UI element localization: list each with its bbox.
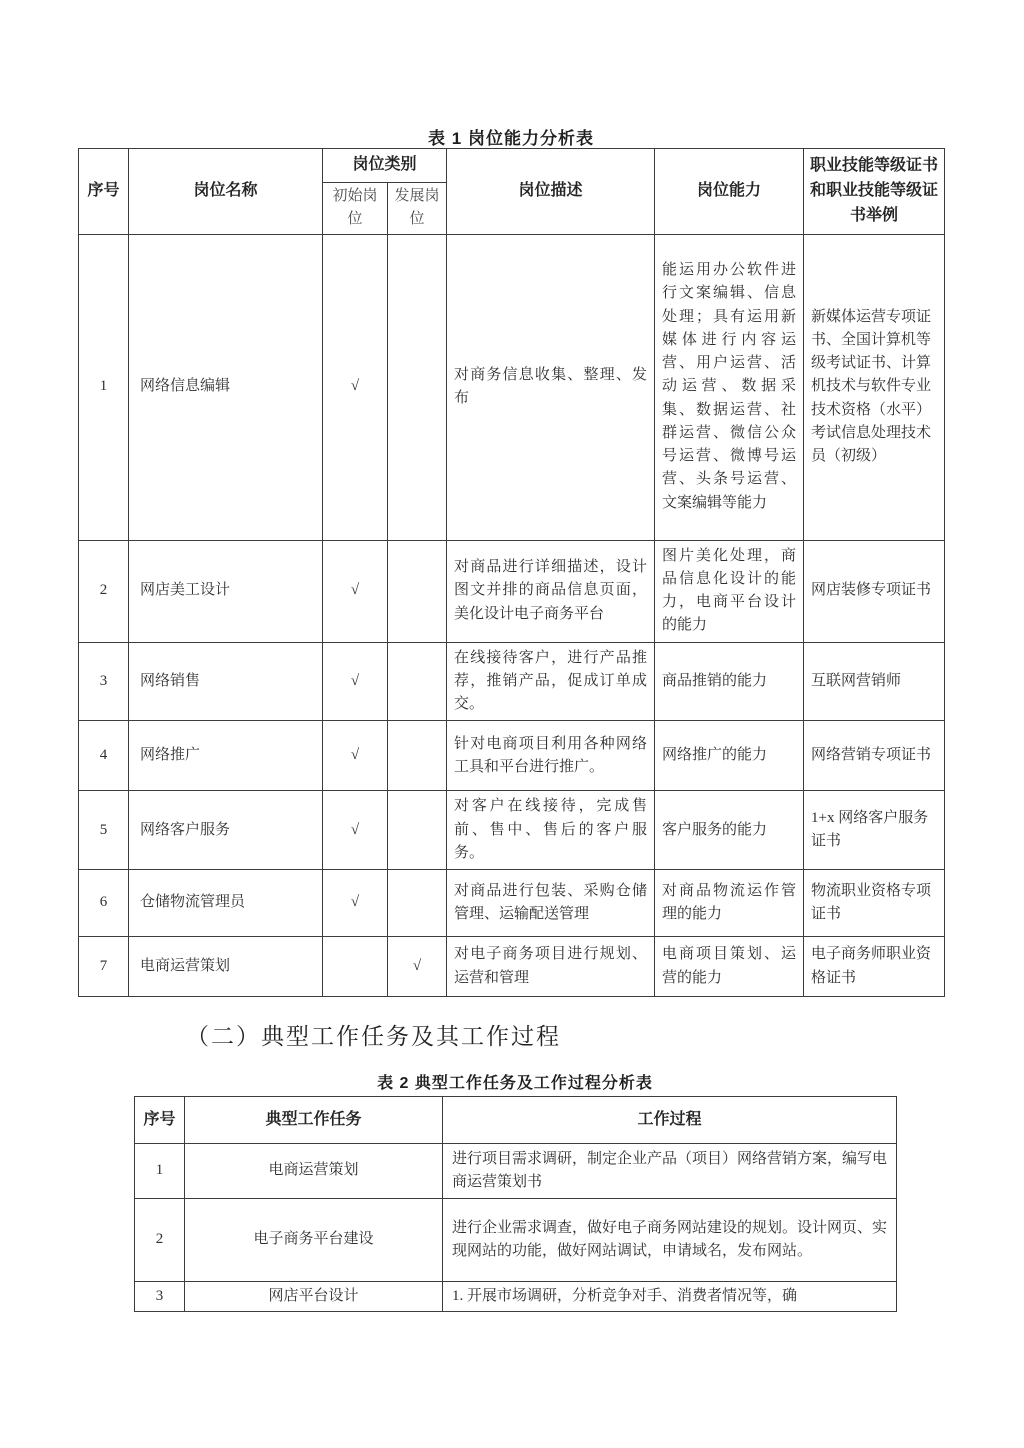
typical-work-task: 电子商务平台建设: [185, 1199, 443, 1282]
table1-row: [79, 791, 945, 870]
position-name: 网络客户服务: [129, 791, 323, 870]
development-position-check: [388, 870, 447, 937]
header-index: 序号: [135, 1097, 185, 1144]
work-task-table: [134, 1096, 897, 1312]
certificate-examples: 网络营销专项证书: [804, 721, 945, 791]
initial-position-check: √: [323, 870, 388, 937]
position-name: 电商运营策划: [129, 937, 323, 997]
typical-work-task: 电商运营策划: [185, 1144, 443, 1199]
work-process: 1. 开展市场调研，分析竞争对手、消费者情况等，确: [443, 1282, 897, 1312]
header-position-category: 岗位类别: [323, 149, 447, 183]
development-position-check: [388, 540, 447, 642]
position-ability: 网络推广的能力: [655, 721, 804, 791]
header-index: 序号: [79, 149, 129, 235]
development-position-check: √: [388, 937, 447, 997]
row-index: 2: [135, 1199, 185, 1282]
certificate-examples: 电子商务师职业资格证书: [804, 937, 945, 997]
development-position-check: [388, 791, 447, 870]
work-process: 进行项目需求调研，制定企业产品（项目）网络营销方案，编写电商运营策划书: [443, 1144, 897, 1199]
typical-work-task: 网店平台设计: [185, 1282, 443, 1312]
position-name: 网络推广: [129, 721, 323, 791]
table1-title: 表 1 岗位能力分析表: [428, 129, 594, 148]
initial-position-check: √: [323, 642, 388, 721]
certificate-examples: 互联网营销师: [804, 642, 945, 721]
row-index: 4: [79, 721, 129, 791]
position-description: 在线接待客户，进行产品推荐，推销产品，促成订单成交。: [447, 642, 655, 721]
table2-row: [135, 1199, 897, 1282]
initial-position-check: [323, 937, 388, 997]
table1-header: [79, 149, 945, 235]
header-position-ability: 岗位能力: [655, 149, 804, 235]
position-ability: 能运用办公软件进行文案编辑、信息处理；具有运用新媒体进行内容运营、用户运营、活动运营、数据采集、数据运营、社群运营、微信公众号运营、微博号运营、头条号运营、文案编辑等能力: [655, 234, 804, 540]
position-name: 仓储物流管理员: [129, 870, 323, 937]
table1-row: [79, 540, 945, 642]
table1-row: [79, 721, 945, 791]
header-process: 工作过程: [443, 1097, 897, 1144]
table2-row: [135, 1144, 897, 1199]
position-description: 针对电商项目利用各种网络工具和平台进行推广。: [447, 721, 655, 791]
work-process: 进行企业需求调查，做好电子商务网站建设的规划。设计网页、实现网站的功能，做好网站调试，申请域名，发布网站。: [443, 1199, 897, 1282]
row-index: 1: [79, 234, 129, 540]
development-position-check: [388, 721, 447, 791]
table2-row: [135, 1282, 897, 1312]
table1-row: [79, 870, 945, 937]
table2-title: 表 2 典型工作任务及工作过程分析表: [377, 1075, 653, 1092]
certificate-examples: 1+x 网络客户服务证书: [804, 791, 945, 870]
row-index: 1: [135, 1144, 185, 1199]
table1-row: [79, 642, 945, 721]
development-position-check: [388, 642, 447, 721]
row-index: 3: [79, 642, 129, 721]
row-index: 7: [79, 937, 129, 997]
initial-position-check: √: [323, 791, 388, 870]
header-development-position: 发展岗位: [388, 183, 447, 235]
position-ability: 电商项目策划、运营的能力: [655, 937, 804, 997]
position-name: 网络信息编辑: [129, 234, 323, 540]
position-description: 对电子商务项目进行规划、运营和管理: [447, 937, 655, 997]
position-description: 对客户在线接待，完成售前、售中、售后的客户服务。: [447, 791, 655, 870]
position-description: 对商品进行详细描述，设计图文并排的商品信息页面，美化设计电子商务平台: [447, 540, 655, 642]
initial-position-check: √: [323, 721, 388, 791]
position-description: 对商品进行包装、采购仓储管理、运输配送管理: [447, 870, 655, 937]
section-heading: （二）典型工作任务及其工作过程: [186, 1024, 561, 1049]
row-index: 6: [79, 870, 129, 937]
table1-body: [79, 234, 945, 997]
certificate-examples: 新媒体运营专项证书、全国计算机等级考试证书、计算机技术与软件专业技术资格（水平）考试信息处理技术员（初级）: [804, 234, 945, 540]
initial-position-check: √: [323, 234, 388, 540]
row-index: 2: [79, 540, 129, 642]
table2-body: [135, 1144, 897, 1312]
table2-header: [135, 1097, 897, 1144]
certificate-examples: 网店装修专项证书: [804, 540, 945, 642]
position-name: 网店美工设计: [129, 540, 323, 642]
position-ability-table: [78, 148, 945, 997]
initial-position-check: √: [323, 540, 388, 642]
header-task: 典型工作任务: [185, 1097, 443, 1144]
row-index: 3: [135, 1282, 185, 1312]
header-initial-position: 初始岗位: [323, 183, 388, 235]
position-ability: 图片美化处理，商品信息化设计的能力，电商平台设计的能力: [655, 540, 804, 642]
position-ability: 对商品物流运作管理的能力: [655, 870, 804, 937]
position-ability: 商品推销的能力: [655, 642, 804, 721]
table1-row: [79, 234, 945, 540]
table1-row: [79, 937, 945, 997]
certificate-examples: 物流职业资格专项证书: [804, 870, 945, 937]
position-description: 对商务信息收集、整理、发布: [447, 234, 655, 540]
position-ability: 客户服务的能力: [655, 791, 804, 870]
position-name: 网络销售: [129, 642, 323, 721]
development-position-check: [388, 234, 447, 540]
header-certificate: 职业技能等级证书和职业技能等级证书举例: [804, 149, 945, 235]
header-position-name: 岗位名称: [129, 149, 323, 235]
header-position-description: 岗位描述: [447, 149, 655, 235]
row-index: 5: [79, 791, 129, 870]
